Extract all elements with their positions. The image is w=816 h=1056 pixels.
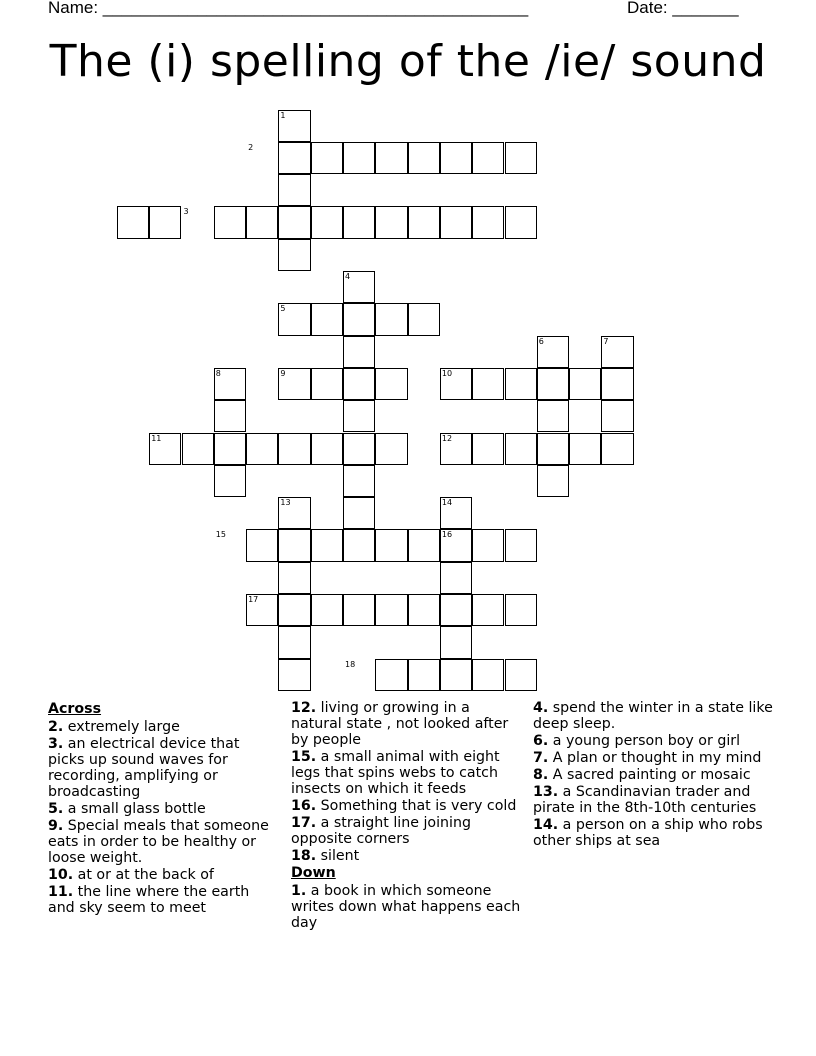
- grid-cell[interactable]: [408, 142, 440, 174]
- across-heading: Across: [48, 701, 102, 717]
- grid-cell[interactable]: [343, 433, 375, 465]
- clue-item-text: A sacred painting or mosaic: [552, 767, 751, 783]
- grid-cell[interactable]: [278, 562, 310, 594]
- grid-cell[interactable]: [375, 303, 407, 335]
- clue-item-text: a small animal with eight legs that spins webs to catch insects on which it feeds: [291, 749, 500, 797]
- grid-cell[interactable]: [182, 433, 214, 465]
- grid-cell[interactable]: [440, 626, 472, 658]
- grid-cell[interactable]: [601, 433, 633, 465]
- grid-cell[interactable]: [505, 368, 537, 400]
- grid-cell[interactable]: [149, 206, 181, 238]
- grid-cell[interactable]: [278, 142, 310, 174]
- grid-cell[interactable]: [375, 142, 407, 174]
- grid-cell[interactable]: [408, 594, 440, 626]
- clue-item: [533, 817, 773, 849]
- clue-item-number: 1.: [291, 883, 307, 899]
- grid-cell[interactable]: [440, 206, 472, 238]
- clue-number: 15: [215, 530, 226, 540]
- grid-cell[interactable]: [278, 626, 310, 658]
- clue-item: [291, 749, 523, 797]
- clue-item-text: Something that is very cold: [320, 798, 517, 814]
- grid-cell[interactable]: [311, 206, 343, 238]
- clue-item-text: Special meals that someone eats in order to be healthy or loose weight.: [48, 818, 269, 866]
- down-clue-list: [291, 883, 523, 931]
- clue-item-text: at or at the back of: [77, 867, 214, 883]
- clue-item-number: 11.: [48, 884, 74, 900]
- clue-number: 12: [441, 433, 453, 443]
- grid-cell[interactable]: [505, 433, 537, 465]
- clue-item: [291, 848, 523, 864]
- clue-item-number: 6.: [533, 733, 549, 749]
- clue-item-text: a book in which someone writes down what happens each day: [291, 883, 521, 931]
- grid-cell[interactable]: [343, 206, 375, 238]
- grid-cell[interactable]: [375, 433, 407, 465]
- grid-cell[interactable]: [569, 433, 601, 465]
- grid-cell[interactable]: [375, 594, 407, 626]
- grid-cell[interactable]: [278, 174, 310, 206]
- clue-number: 8: [215, 368, 221, 378]
- page-title: The (i) spelling of the /ie/ sound: [49, 36, 767, 87]
- grid-cell[interactable]: [278, 239, 310, 271]
- clue-number: 11: [151, 433, 162, 443]
- grid-cell[interactable]: [311, 142, 343, 174]
- clue-column-1: [48, 700, 280, 917]
- grid-cell[interactable]: [343, 497, 375, 529]
- clue-number: 16: [441, 530, 453, 540]
- clue-item-text: a straight line joining opposite corners: [291, 815, 471, 847]
- clue-item-number: 10.: [48, 867, 74, 883]
- clue-number: 9: [280, 368, 286, 378]
- clue-number: 7: [603, 336, 609, 346]
- grid-cell[interactable]: [214, 465, 246, 497]
- grid-cell[interactable]: [375, 659, 407, 691]
- grid-cell[interactable]: [408, 529, 440, 561]
- clue-column-3: [533, 700, 773, 850]
- grid-cell[interactable]: [537, 465, 569, 497]
- grid-cell[interactable]: [278, 368, 310, 400]
- grid-cell[interactable]: [246, 433, 278, 465]
- clue-item-number: 3.: [48, 736, 64, 752]
- grid-cell[interactable]: [343, 594, 375, 626]
- clue-item-text: a person on a ship who robs other ships at sea: [533, 817, 763, 849]
- down-heading: Down: [291, 865, 336, 881]
- grid-cell[interactable]: [278, 497, 310, 529]
- grid-cell[interactable]: [408, 659, 440, 691]
- clue-number: 2: [248, 142, 254, 152]
- across-clue-list-continued: [291, 700, 523, 864]
- clue-item: [533, 750, 773, 766]
- clue-item: [48, 867, 280, 883]
- grid-cell[interactable]: [472, 433, 504, 465]
- grid-cell[interactable]: [601, 400, 633, 432]
- clue-item-text: a Scandinavian trader and pirate in the 8th-10th centuries: [533, 784, 757, 816]
- clue-item: [48, 818, 280, 866]
- grid-cell[interactable]: [214, 400, 246, 432]
- clue-item-text: A plan or thought in my mind: [552, 750, 762, 766]
- grid-cell[interactable]: [601, 336, 633, 368]
- clue-number: 3: [183, 207, 189, 217]
- grid-cell[interactable]: [440, 562, 472, 594]
- clue-item-text: a young person boy or girl: [552, 733, 741, 749]
- grid-cell[interactable]: [505, 529, 537, 561]
- grid-cell[interactable]: [278, 594, 310, 626]
- grid-cell[interactable]: [472, 529, 504, 561]
- grid-cell[interactable]: [537, 400, 569, 432]
- clue-column-2: [291, 700, 523, 932]
- grid-cell[interactable]: [246, 594, 278, 626]
- grid-cell[interactable]: [569, 368, 601, 400]
- grid-cell[interactable]: [278, 433, 310, 465]
- grid-cell[interactable]: [537, 433, 569, 465]
- grid-cell[interactable]: [246, 529, 278, 561]
- grid-cell[interactable]: [246, 206, 278, 238]
- grid-cell[interactable]: [343, 142, 375, 174]
- grid-cell[interactable]: [214, 433, 246, 465]
- grid-cell[interactable]: [505, 659, 537, 691]
- grid-cell[interactable]: [440, 529, 472, 561]
- clue-item: [533, 700, 773, 732]
- clue-number: 18: [345, 659, 356, 669]
- across-clue-list: [48, 719, 280, 916]
- grid-cell[interactable]: [278, 303, 310, 335]
- grid-cell[interactable]: [117, 206, 149, 238]
- clue-item: [291, 815, 523, 847]
- grid-cell[interactable]: [440, 594, 472, 626]
- grid-cell[interactable]: [343, 400, 375, 432]
- clue-item-number: 18.: [291, 848, 317, 864]
- clue-item-number: 4.: [533, 700, 549, 716]
- grid-cell[interactable]: [472, 206, 504, 238]
- grid-cell[interactable]: [343, 271, 375, 303]
- grid-cell[interactable]: [311, 368, 343, 400]
- clue-item-number: 5.: [48, 801, 64, 817]
- grid-cell[interactable]: [278, 206, 310, 238]
- grid-cell[interactable]: [408, 206, 440, 238]
- grid-cell[interactable]: [214, 368, 246, 400]
- grid-cell[interactable]: [278, 659, 310, 691]
- grid-cell[interactable]: [537, 336, 569, 368]
- grid-cell[interactable]: [601, 368, 633, 400]
- clue-item-text: a small glass bottle: [67, 801, 206, 817]
- grid-cell[interactable]: [343, 465, 375, 497]
- grid-cell[interactable]: [214, 206, 246, 238]
- clue-item-number: 17.: [291, 815, 317, 831]
- clue-item-number: 14.: [533, 817, 559, 833]
- clue-item-text: living or growing in a natural state , not looked after by people: [291, 700, 509, 748]
- clue-number: 5: [280, 304, 286, 314]
- clue-number: 14: [441, 498, 453, 508]
- clue-item: [533, 767, 773, 783]
- grid-cell[interactable]: [408, 303, 440, 335]
- grid-cell[interactable]: [311, 433, 343, 465]
- grid-cell[interactable]: [375, 529, 407, 561]
- clue-item: [48, 884, 280, 916]
- date-field-line[interactable]: Date: _______: [627, 0, 739, 17]
- clue-number: 4: [345, 272, 351, 281]
- clue-item-text: the line where the earth and sky seem to meet: [48, 884, 250, 916]
- clue-item-number: 8.: [533, 767, 549, 783]
- clue-item-text: extremely large: [67, 719, 180, 735]
- clue-item-number: 16.: [291, 798, 317, 814]
- name-field-line[interactable]: Name: _____________________________________________: [48, 0, 529, 17]
- grid-cell[interactable]: [440, 433, 472, 465]
- clue-number: 6: [538, 336, 544, 346]
- clue-item: [291, 700, 523, 748]
- grid-cell[interactable]: [375, 368, 407, 400]
- grid-cell[interactable]: [472, 594, 504, 626]
- grid-cell[interactable]: [472, 368, 504, 400]
- grid-cell[interactable]: [440, 659, 472, 691]
- clue-item: [48, 801, 280, 817]
- clue-number: 1: [280, 110, 286, 120]
- clue-number: 13: [280, 498, 291, 508]
- clue-item: [291, 798, 523, 814]
- grid-cell[interactable]: [343, 336, 375, 368]
- clue-item-number: 12.: [291, 700, 317, 716]
- grid-cell[interactable]: [472, 659, 504, 691]
- grid-cell[interactable]: [278, 110, 310, 142]
- grid-cell[interactable]: [537, 368, 569, 400]
- clue-item: [48, 719, 280, 735]
- grid-cell[interactable]: [149, 433, 181, 465]
- grid-cell[interactable]: [343, 303, 375, 335]
- clue-item-number: 9.: [48, 818, 64, 834]
- clue-item: [533, 733, 773, 749]
- clue-item-number: 2.: [48, 719, 64, 735]
- grid-cell[interactable]: [311, 594, 343, 626]
- down-clue-list-continued: [533, 700, 773, 849]
- clue-item-number: 7.: [533, 750, 549, 766]
- clue-item-text: silent: [320, 848, 360, 864]
- clue-item-number: 15.: [291, 749, 317, 765]
- grid-cell[interactable]: [343, 368, 375, 400]
- clue-item: [48, 736, 280, 800]
- grid-cell[interactable]: [311, 529, 343, 561]
- clue-item-text: an electrical device that picks up sound waves for recording, amplifying or broadcasting: [48, 736, 240, 800]
- grid-cell[interactable]: [440, 497, 472, 529]
- clue-number: 10: [441, 368, 453, 378]
- clue-number: 17: [248, 595, 259, 604]
- grid-cell[interactable]: [505, 142, 537, 174]
- grid-cell[interactable]: [311, 303, 343, 335]
- grid-cell[interactable]: [505, 594, 537, 626]
- grid-cell[interactable]: [505, 206, 537, 238]
- clue-item: [533, 784, 773, 816]
- clue-item-number: 13.: [533, 784, 559, 800]
- clue-item-text: spend the winter in a state like deep sleep.: [533, 700, 773, 732]
- grid-cell[interactable]: [440, 142, 472, 174]
- clue-item: [291, 883, 523, 931]
- grid-cell[interactable]: [375, 206, 407, 238]
- grid-cell[interactable]: [472, 142, 504, 174]
- grid-cell[interactable]: [343, 529, 375, 561]
- grid-cell[interactable]: [440, 368, 472, 400]
- grid-cell[interactable]: [278, 529, 310, 561]
